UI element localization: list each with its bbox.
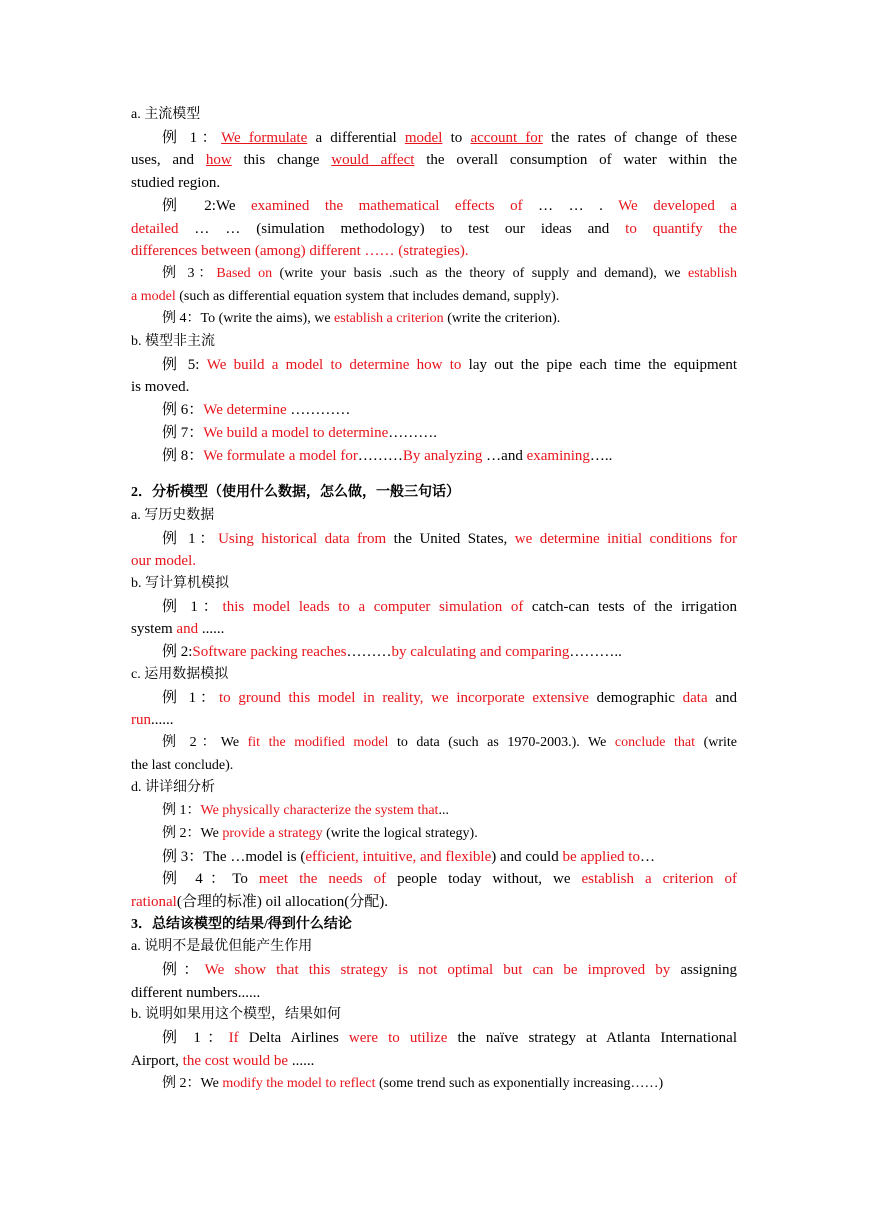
text-segment: be applied to: [562, 848, 640, 865]
text-segment: (write your basis .such as the theory of supply and demand), we: [272, 265, 688, 281]
text-segment: 例 1：: [162, 530, 219, 547]
example-1b-6: [131, 399, 737, 422]
text-segment: We build a model to determine: [203, 424, 389, 441]
text-segment: examined the mathematical effects of: [251, 197, 523, 214]
text-segment: run: [131, 712, 151, 729]
text-segment: the rates of change of these: [542, 129, 737, 146]
text-segment: we determine initial conditions for: [514, 530, 737, 547]
text-segment: a. 主流模型: [131, 107, 201, 122]
text-segment: establish: [688, 265, 737, 281]
text-segment: to data (such as 1970-2003.). We: [388, 734, 615, 750]
heading-non-mainstream-model: [131, 331, 737, 354]
text-segment: system: [131, 621, 177, 638]
text-segment: by calculating and comparing: [391, 644, 570, 661]
text-segment: the last conclude).: [131, 757, 234, 773]
heading-if-used: [131, 1004, 737, 1027]
text-segment: ......: [151, 712, 174, 729]
example-2d-4-line2: [131, 891, 737, 914]
example-2b-2: [131, 641, 737, 664]
text-segment: …..: [589, 447, 613, 464]
text-segment: …and: [482, 447, 527, 464]
text-segment: b. 说明如果用这个模型，结果如何: [131, 1007, 341, 1023]
heading-not-optimal: [131, 936, 737, 959]
text-segment: the United States,: [386, 530, 515, 547]
heading-analysis-model: [131, 482, 737, 505]
text-segment: d. 讲详细分析: [131, 780, 215, 796]
text-segment: Based on: [216, 265, 273, 281]
text-segment: … … (simulation methodology) to test our ideas and: [178, 220, 626, 237]
text-segment: 例 3：The …model is (: [162, 848, 306, 865]
example-2c-2-line2: [131, 755, 737, 778]
text-segment: catch-can tests of the irrigation: [523, 598, 737, 615]
text-segment: to quantify the: [625, 220, 737, 237]
example-3b-1-line2: [131, 1050, 737, 1073]
example-1a-1-line1: [131, 127, 737, 150]
text-segment: a differential: [307, 129, 405, 146]
heading-mainstream-model: [131, 104, 737, 127]
text-segment: We physically characterize the system that: [200, 803, 439, 819]
text-segment: 例 1：: [162, 689, 219, 706]
example-1b-5-line2: [131, 376, 737, 399]
example-2c-1-line1: [131, 687, 737, 710]
text-segment: efficient, intuitive, and flexible: [305, 848, 492, 865]
text-segment: Using historical data from: [218, 530, 387, 547]
heading-detailed-analysis: [131, 777, 737, 800]
example-2c-1-line2: [131, 709, 737, 732]
text-segment: 例 7：: [162, 424, 204, 441]
text-segment: 例 2:We: [162, 197, 252, 214]
text-segment: 例 2：We: [162, 1075, 223, 1091]
text-segment: our model.: [131, 553, 196, 570]
heading-data-simulation: [131, 664, 737, 687]
text-segment: We developed a: [618, 197, 737, 214]
text-segment: 例 3：: [162, 265, 217, 281]
text-segment: (write the criterion).: [443, 311, 561, 327]
text-segment: 例：: [162, 962, 205, 979]
document-page: [131, 104, 737, 1095]
example-2a-1-line1: [131, 528, 737, 551]
example-3b-1-line1: [131, 1027, 737, 1050]
text-segment: 例 1：: [162, 803, 201, 819]
text-segment: (some trend such as exponentially increasing……): [375, 1075, 664, 1091]
text-segment: b. 写计算机模拟: [131, 576, 229, 592]
example-3b-2: [131, 1073, 737, 1096]
text-segment: examining: [526, 447, 590, 464]
example-2d-4-line1: [131, 868, 737, 891]
example-1b-7: [131, 422, 737, 445]
example-1a-2-line1: [131, 195, 737, 218]
text-segment: Delta Airlines: [238, 1030, 349, 1047]
example-1b-5-line1: [131, 354, 737, 377]
text-segment: … … .: [522, 197, 619, 214]
text-segment: (such as differential equation system that includes demand, supply).: [175, 288, 560, 304]
example-2b-1-line1: [131, 596, 737, 619]
text-segment: and: [707, 689, 737, 706]
text-segment: …………: [286, 402, 351, 419]
text-segment: We show that this strategy is not optimal but can be improved by: [204, 962, 671, 979]
text-segment: (合理的标准) oil allocation(分配).: [176, 893, 389, 910]
example-1a-2-line2: [131, 218, 737, 241]
example-1a-1-line3: [131, 172, 737, 195]
text-segment: detailed: [131, 220, 179, 237]
spacer: [131, 467, 737, 482]
text-segment: ………: [346, 644, 392, 661]
example-3a-line1: [131, 959, 737, 982]
text-segment: meet the needs of: [258, 871, 387, 888]
example-1b-8: [131, 445, 737, 468]
text-segment: …: [639, 848, 655, 865]
text-segment: were to utilize: [348, 1030, 448, 1047]
text-segment: the cost would be: [182, 1052, 289, 1069]
text-segment: rational: [131, 893, 177, 910]
text-segment: different numbers......: [131, 984, 261, 1001]
text-segment: modify the model to reflect: [222, 1075, 376, 1091]
text-segment: a model: [131, 288, 176, 304]
text-segment: ……….: [388, 424, 438, 441]
text-segment: establish a criterion of: [581, 871, 737, 888]
text-segment: differences between (among) different …… (strategies).: [131, 243, 469, 260]
text-segment: 例 1：: [162, 598, 223, 615]
text-segment: ...: [438, 803, 449, 819]
example-2d-3: [131, 846, 737, 869]
text-segment: would affect: [331, 152, 415, 169]
text-segment: uses, and: [131, 152, 206, 169]
text-segment: 例 5:: [162, 356, 207, 373]
text-segment: 例 1：: [162, 1030, 229, 1047]
text-segment: ) and could: [491, 848, 563, 865]
text-segment: 例 2：We: [162, 825, 223, 841]
text-segment: Software packing reaches: [192, 644, 347, 661]
text-segment: 2．分析模型（使用什么数据，怎么做，一般三句话）: [131, 485, 460, 501]
text-segment: 例 2:: [162, 644, 193, 661]
text-segment: account for: [470, 129, 543, 146]
heading-historical-data: [131, 505, 737, 528]
example-1a-2-line3: [131, 240, 737, 263]
text-segment: ………..: [569, 644, 622, 661]
example-1a-3-line2: [131, 286, 737, 309]
text-segment: 例 4：To (write the aims), we: [162, 311, 335, 327]
text-segment: establish a criterion: [334, 311, 444, 327]
example-2d-1: [131, 800, 737, 823]
text-segment: provide a strategy: [222, 825, 323, 841]
text-segment: We determine: [203, 402, 287, 419]
text-segment: is moved.: [131, 379, 190, 396]
text-segment: ......: [198, 621, 225, 638]
text-segment: the naïve strategy at Atlanta International: [447, 1030, 737, 1047]
text-segment: and: [176, 621, 199, 638]
text-segment: (write: [695, 734, 738, 750]
text-segment: 例 8：: [162, 447, 204, 464]
text-segment: to ground this model in reality, we incorporate extensive: [218, 689, 589, 706]
text-segment: Airport,: [131, 1052, 183, 1069]
text-segment: 例 4：To: [162, 871, 259, 888]
example-1a-1-line2: [131, 149, 737, 172]
text-segment: studied region.: [131, 175, 221, 192]
example-2d-2: [131, 823, 737, 846]
text-segment: a. 说明不是最优但能产生作用: [131, 939, 313, 955]
text-segment: fit the modified model: [247, 734, 389, 750]
text-segment: We formulate: [221, 129, 308, 146]
text-segment: By analyzing: [402, 447, 483, 464]
text-segment: demographic: [588, 689, 683, 706]
text-segment: 例 1：: [162, 129, 222, 146]
text-segment: assigning: [670, 962, 737, 979]
text-segment: lay out the pipe each time the equipment: [461, 356, 738, 373]
text-segment: to: [442, 129, 471, 146]
text-segment: c. 运用数据模拟: [131, 666, 229, 682]
example-1a-4: [131, 308, 737, 331]
text-segment: 例 2：We: [162, 734, 248, 750]
text-segment: how: [205, 152, 232, 169]
text-segment: ………: [357, 447, 403, 464]
text-segment: data: [682, 689, 708, 706]
text-segment: We formulate a model for: [203, 447, 358, 464]
example-2b-1-line2: [131, 618, 737, 641]
text-segment: conclude that: [614, 734, 696, 750]
text-segment: people today without, we: [386, 871, 582, 888]
heading-computer-simulation: [131, 573, 737, 596]
text-segment: 3．总结该模型的结果/得到什么结论: [131, 916, 352, 932]
text-segment: model: [404, 129, 443, 146]
example-2a-1-line2: [131, 550, 737, 573]
text-segment: b. 模型非主流: [131, 334, 215, 350]
text-segment: the overall consumption of water within the: [414, 152, 737, 169]
text-segment: If: [228, 1030, 239, 1047]
example-2c-2-line1: [131, 732, 737, 755]
text-segment: a. 写历史数据: [131, 507, 215, 523]
text-segment: this change: [231, 152, 332, 169]
text-segment: (write the logical strategy).: [322, 825, 478, 841]
text-segment: ......: [288, 1052, 315, 1069]
heading-conclusion: [131, 914, 737, 937]
text-segment: 例 6：: [162, 402, 204, 419]
text-segment: this model leads to a computer simulation of: [222, 598, 524, 615]
example-3a-line2: [131, 982, 737, 1005]
text-segment: We build a model to determine how to: [206, 356, 462, 373]
example-1a-3-line1: [131, 263, 737, 286]
